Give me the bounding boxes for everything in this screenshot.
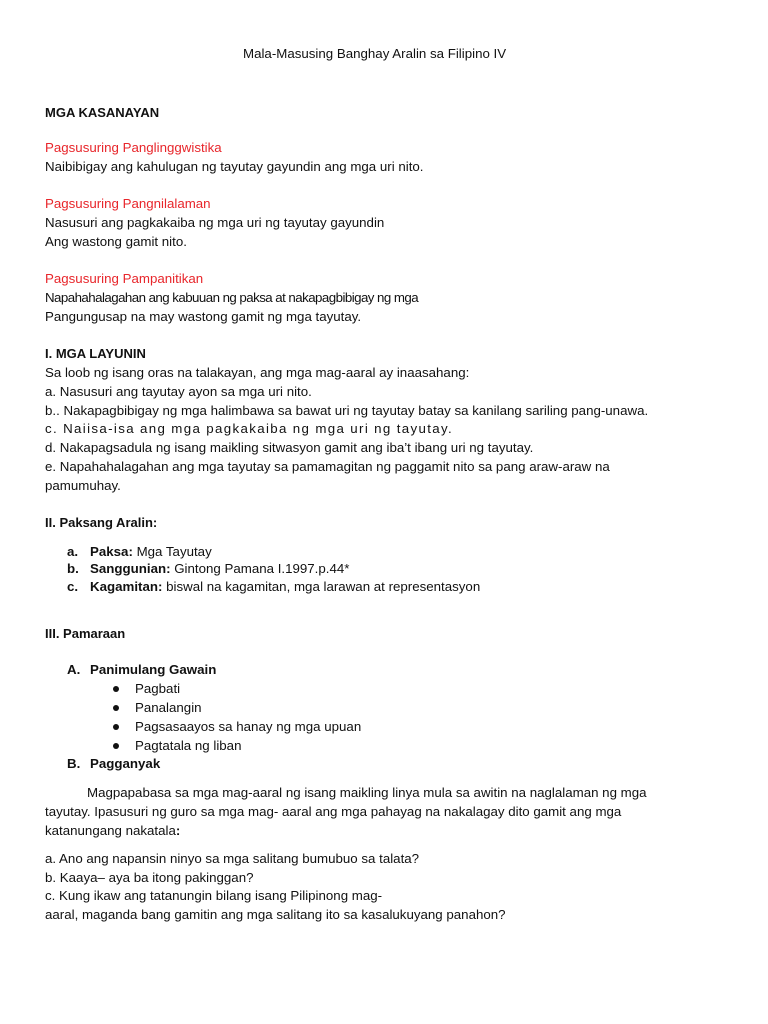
bullet-item: Panalangin [135, 700, 202, 715]
list-item [90, 580, 480, 593]
bullet-dot [113, 743, 119, 749]
layunin-item: b.. Nakapagbibigay ng mga halimbawa sa bawat uri ng tayutay batay sa kanilang sariling pang-unawa. [45, 403, 649, 418]
bullet-item: Pagbati [135, 681, 181, 696]
layunin-item: c. Naiisa-isa ang mga pagkakaiba ng mga uri ng tayutay. [45, 421, 454, 436]
kasanayan-label-panitikan: Pagsusuring Pampanitikan [45, 271, 204, 286]
bullet-dot [113, 686, 119, 692]
layunin-item: a. Nasusuri ang tayutay ayon sa mga uri nito. [45, 384, 312, 399]
document-title: Mala-Masusing Banghay Aralin sa Filipino IV [243, 46, 507, 61]
pamaraan-heading: III. Pamaraan [45, 626, 126, 641]
kasanayan-text: Naibibigay ang kahulugan ng tayutay gayundin ang mga uri nito. [45, 159, 424, 174]
layunin-item: e. Napahahalagahan ang mga tayutay sa pamamagitan ng paggamit nito sa pang araw-araw na [45, 459, 610, 474]
paragraph-colon: : [175, 823, 181, 838]
kasanayan-label-linggwistika: Pagsusuring Panglinggwistika [45, 140, 222, 155]
paksang-aralin-heading: II. Paksang Aralin: [45, 515, 158, 530]
item-value: Gintong Pamana I.1997.p.44* [170, 561, 350, 576]
paragraph-text: katanungang nakatala [45, 823, 176, 838]
kasanayan-heading: MGA KASANAYAN [45, 105, 160, 120]
question-item: a. Ano ang napansin ninyo sa mga salitang bumubuo sa talata? [45, 851, 420, 866]
item-label: Kagamitan: [90, 579, 163, 594]
bullet-item: Pagtatala ng liban [135, 738, 242, 753]
kasanayan-text: Ang wastong gamit nito. [45, 234, 187, 249]
question-item: c. Kung ikaw ang tatanungin bilang isang Pilipinong mag- [45, 888, 383, 903]
pagganyak-paragraph-line: Magpapabasa sa mga mag-aaral ng isang maikling linya mula sa awitin na naglalaman ng mga [87, 785, 647, 800]
list-marker: b. [67, 561, 79, 576]
question-item: aaral, maganda bang gamitin ang mga salitang ito sa kasalukuyang panahon? [45, 907, 506, 922]
layunin-item: d. Nakapagsadula ng isang maikling sitwasyon gamit ang iba’t ibang uri ng tayutay. [45, 440, 534, 455]
question-item: b. Kaaya– aya ba itong pakinggan? [45, 870, 254, 885]
pagganyak-heading: Pagganyak [90, 756, 161, 771]
list-item [90, 545, 212, 558]
layunin-item: pamumuhay. [45, 478, 121, 493]
layunin-heading: I. MGA LAYUNIN [45, 346, 146, 361]
list-marker: a. [67, 544, 79, 559]
item-label: Sanggunian: [90, 561, 171, 576]
bullet-dot [113, 724, 119, 730]
pagganyak-paragraph-line [45, 824, 180, 837]
kasanayan-text: Nasusuri ang pagkakaiba ng mga uri ng tayutay gayundin [45, 215, 385, 230]
bullet-dot [113, 705, 119, 711]
list-marker: A. [67, 662, 81, 677]
list-marker: B. [67, 756, 81, 771]
kasanayan-text: Napahahalagahan ang kabuuan ng paksa at nakapagbibigay ng mga [45, 290, 419, 305]
panimulang-gawain-heading: Panimulang Gawain [90, 662, 217, 677]
layunin-intro: Sa loob ng isang oras na talakayan, ang mga mag-aaral ay inaasahang: [45, 365, 470, 380]
item-value: Mga Tayutay [132, 544, 212, 559]
item-label: Paksa: [90, 544, 133, 559]
kasanayan-text: Pangungusap na may wastong gamit ng mga tayutay. [45, 309, 362, 324]
list-marker: c. [67, 579, 79, 594]
pagganyak-paragraph-line: tayutay. Ipasusuri ng guro sa mga mag- aaral ang mga pahayag na nakalagay dito gamit ang mga [45, 804, 622, 819]
kasanayan-label-nilalaman: Pagsusuring Pangnilalaman [45, 196, 211, 211]
list-item [90, 562, 349, 575]
item-value: biswal na kagamitan, mga larawan at representasyon [162, 579, 481, 594]
bullet-item: Pagsasaayos sa hanay ng mga upuan [135, 719, 362, 734]
